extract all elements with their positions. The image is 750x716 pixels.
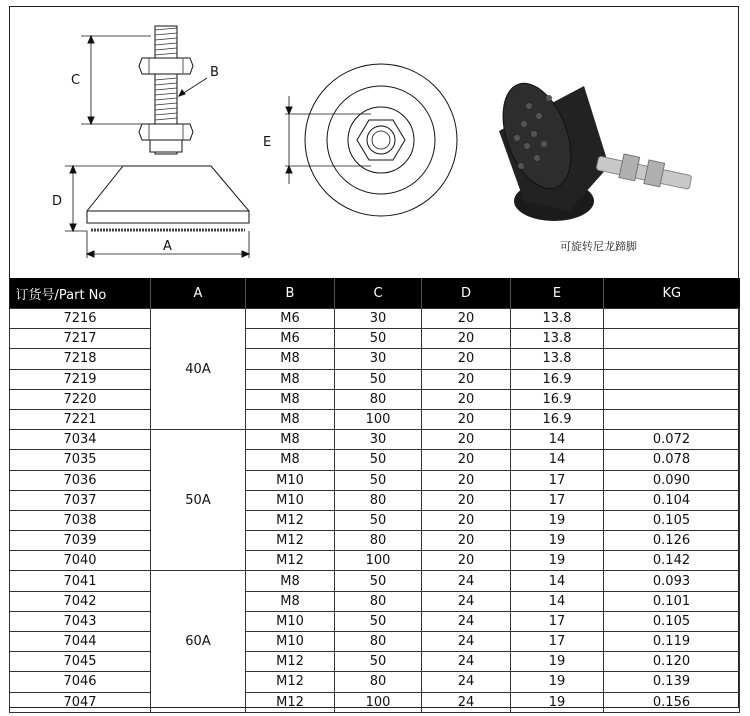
cell-e: 17 [511, 632, 604, 652]
cell-a: 60A [151, 571, 246, 712]
table-row [10, 490, 740, 510]
table-row [10, 309, 740, 329]
cell-c: 50 [335, 571, 422, 591]
cell-b: M10 [246, 470, 335, 490]
cell-c: 80 [335, 672, 422, 692]
header-c: C [335, 278, 422, 309]
cell-kg: 0.126 [604, 531, 740, 551]
cell-d: 20 [422, 389, 511, 409]
cell-part-no: 7034 [10, 430, 151, 450]
cell-kg [604, 349, 740, 369]
cell-b: M8 [246, 571, 335, 591]
dim-label-b: B [210, 65, 219, 80]
product-caption: 可旋转尼龙蹄脚 [560, 240, 637, 253]
cell-c: 80 [335, 490, 422, 510]
cell-a: 40A [151, 309, 246, 430]
cell-part-no: 7037 [10, 490, 151, 510]
table-row [10, 510, 740, 530]
cell-kg: 0.139 [604, 672, 740, 692]
cell-c: 100 [335, 409, 422, 429]
spec-table [9, 278, 740, 713]
cell-e: 16.9 [511, 389, 604, 409]
cell-b: M10 [246, 632, 335, 652]
cell-part-no: 7220 [10, 389, 151, 409]
cell-d: 24 [422, 611, 511, 631]
cell-part-no: 7041 [10, 571, 151, 591]
cell-c: 100 [335, 551, 422, 571]
cell-b: M8 [246, 430, 335, 450]
table-row [10, 470, 740, 490]
header-d: D [422, 278, 511, 309]
cell-kg: 0.156 [604, 692, 740, 712]
cell-c: 30 [335, 430, 422, 450]
cell-part-no: 7046 [10, 672, 151, 692]
cell-d: 24 [422, 652, 511, 672]
cell-kg [604, 409, 740, 429]
technical-drawing [9, 6, 739, 276]
cell-part-no: 7039 [10, 531, 151, 551]
cell-kg: 0.078 [604, 450, 740, 470]
cell-part-no: 7045 [10, 652, 151, 672]
cell-e: 14 [511, 430, 604, 450]
table-row [10, 692, 740, 712]
cell-d: 20 [422, 510, 511, 530]
cell-kg: 0.105 [604, 510, 740, 530]
cell-d: 20 [422, 309, 511, 329]
cell-e: 17 [511, 490, 604, 510]
cell-kg: 0.104 [604, 490, 740, 510]
cell-part-no: 7036 [10, 470, 151, 490]
cell-b: M12 [246, 652, 335, 672]
cell-part-no: 7043 [10, 611, 151, 631]
cell-e: 17 [511, 470, 604, 490]
cell-b: M6 [246, 329, 335, 349]
cell-b: M12 [246, 531, 335, 551]
cell-c: 80 [335, 389, 422, 409]
cell-part-no: 7217 [10, 329, 151, 349]
cell-b: M12 [246, 510, 335, 530]
cell-part-no: 7044 [10, 632, 151, 652]
cell-b: M6 [246, 309, 335, 329]
cell-a: 50A [151, 430, 246, 571]
cell-kg [604, 389, 740, 409]
cell-b: M10 [246, 611, 335, 631]
cell-d: 20 [422, 490, 511, 510]
cell-kg: 0.090 [604, 470, 740, 490]
cell-c: 50 [335, 611, 422, 631]
cell-part-no: 7042 [10, 591, 151, 611]
cell-c: 50 [335, 329, 422, 349]
header-kg: KG [604, 278, 740, 309]
cell-c: 50 [335, 510, 422, 530]
cell-part-no: 7038 [10, 510, 151, 530]
cell-d: 24 [422, 692, 511, 712]
table-row [10, 591, 740, 611]
cell-part-no: 7047 [10, 692, 151, 712]
cell-e: 13.8 [511, 329, 604, 349]
cell-e: 14 [511, 571, 604, 591]
cell-kg: 0.101 [604, 591, 740, 611]
table-header-row [10, 278, 740, 309]
cell-b: M8 [246, 369, 335, 389]
table-row [10, 611, 740, 631]
cell-c: 30 [335, 309, 422, 329]
table-row [10, 672, 740, 692]
cell-e: 19 [511, 652, 604, 672]
cell-d: 20 [422, 329, 511, 349]
cell-c: 50 [335, 450, 422, 470]
cell-b: M8 [246, 349, 335, 369]
dim-label-d: D [52, 194, 63, 209]
header-e: E [511, 278, 604, 309]
cell-e: 19 [511, 531, 604, 551]
cell-kg: 0.142 [604, 551, 740, 571]
cell-e: 13.8 [511, 309, 604, 329]
cell-part-no: 7035 [10, 450, 151, 470]
cell-part-no: 7218 [10, 349, 151, 369]
cell-e: 19 [511, 551, 604, 571]
cell-part-no: 7040 [10, 551, 151, 571]
cell-kg: 0.093 [604, 571, 740, 591]
table-row [10, 349, 740, 369]
cell-d: 24 [422, 591, 511, 611]
table-row [10, 389, 740, 409]
cell-e: 13.8 [511, 349, 604, 369]
cell-d: 20 [422, 450, 511, 470]
cell-part-no: 7216 [10, 309, 151, 329]
cell-d: 24 [422, 632, 511, 652]
cell-c: 50 [335, 470, 422, 490]
cell-part-no: 7221 [10, 409, 151, 429]
table-row [10, 531, 740, 551]
cell-kg: 0.120 [604, 652, 740, 672]
cell-kg [604, 329, 740, 349]
dim-label-c: C [71, 73, 81, 88]
cell-kg: 0.119 [604, 632, 740, 652]
header-part-no: 订货号/Part No [10, 278, 151, 309]
cell-d: 20 [422, 409, 511, 429]
cell-e: 19 [511, 672, 604, 692]
cell-b: M8 [246, 409, 335, 429]
dim-label-a: A [163, 239, 172, 254]
cell-c: 30 [335, 349, 422, 369]
cell-c: 50 [335, 369, 422, 389]
cell-d: 20 [422, 349, 511, 369]
table-row [10, 450, 740, 470]
table-row [10, 369, 740, 389]
side-view [65, 26, 249, 258]
table-body [10, 309, 740, 713]
cell-b: M10 [246, 490, 335, 510]
header-b: B [246, 278, 335, 309]
cell-c: 80 [335, 632, 422, 652]
cell-kg: 0.105 [604, 611, 740, 631]
cell-c: 80 [335, 591, 422, 611]
table-row [10, 652, 740, 672]
cell-d: 24 [422, 672, 511, 692]
cell-b: M12 [246, 692, 335, 712]
cell-c: 50 [335, 652, 422, 672]
cell-e: 14 [511, 591, 604, 611]
product-photo [490, 74, 692, 221]
cell-e: 16.9 [511, 409, 604, 429]
cell-d: 20 [422, 430, 511, 450]
cell-kg [604, 309, 740, 329]
cell-kg [604, 369, 740, 389]
cell-e: 19 [511, 692, 604, 712]
cell-kg: 0.072 [604, 430, 740, 450]
cell-b: M12 [246, 551, 335, 571]
cell-d: 20 [422, 531, 511, 551]
cell-b: M8 [246, 389, 335, 409]
cell-d: 20 [422, 470, 511, 490]
cell-e: 16.9 [511, 369, 604, 389]
cell-b: M8 [246, 450, 335, 470]
table-row [10, 571, 740, 591]
table-row [10, 329, 740, 349]
table-row [10, 409, 740, 429]
dim-label-e: E [263, 135, 272, 150]
conical-base [87, 166, 249, 223]
cell-d: 20 [422, 369, 511, 389]
cell-e: 14 [511, 450, 604, 470]
header-a: A [151, 278, 246, 309]
table-row [10, 632, 740, 652]
cell-d: 20 [422, 551, 511, 571]
top-view [285, 64, 457, 216]
cell-e: 19 [511, 510, 604, 530]
cell-b: M8 [246, 591, 335, 611]
table-row [10, 551, 740, 571]
upper-nut [139, 58, 193, 74]
cell-d: 24 [422, 571, 511, 591]
cell-c: 80 [335, 531, 422, 551]
cell-e: 17 [511, 611, 604, 631]
table-row [10, 430, 740, 450]
cell-part-no: 7219 [10, 369, 151, 389]
cell-b: M12 [246, 672, 335, 692]
cell-c: 100 [335, 692, 422, 712]
lower-nut [139, 124, 193, 140]
